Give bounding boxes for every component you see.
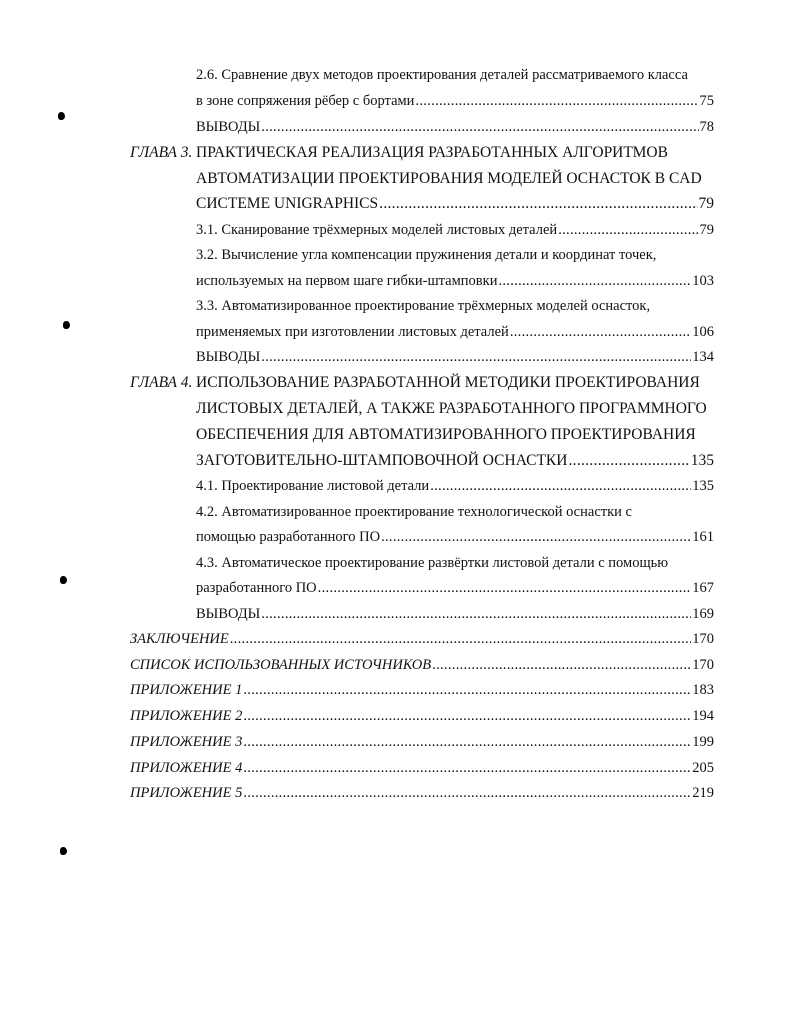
dot-leader: [243, 782, 691, 804]
toc-chapter-4-title-line2: ЛИСТОВЫХ ДЕТАЛЕЙ, А ТАКЖЕ РАЗРАБОТАННОГО ПРОГРАММНОГО: [196, 400, 707, 417]
toc-page-number: 135: [692, 478, 714, 494]
toc-section-4-1: [196, 475, 714, 497]
toc-entry-text: помощью разработанного ПО: [196, 529, 381, 545]
toc-entry-text: СИСТЕМЕ UNIGRAPHICS: [196, 195, 379, 212]
toc-section-4-3: [196, 577, 714, 599]
toc-ch3-conclusions: [196, 346, 714, 368]
toc-conclusion: [130, 628, 714, 650]
dot-leader: [558, 219, 698, 241]
toc-entry-text: ВЫВОДЫ: [196, 349, 261, 365]
toc-section-3-2: [196, 270, 714, 292]
dot-leader: [415, 90, 698, 112]
toc-entry-text: применяемых при изготовлении листовых деталей: [196, 324, 509, 340]
dot-leader: [432, 654, 691, 676]
toc-chapter-3: [196, 193, 714, 215]
toc-page-number: 169: [692, 606, 714, 622]
toc-appendix-5: [130, 782, 714, 804]
toc-page-number: 161: [692, 529, 714, 545]
toc-entry-text: разработанного ПО: [196, 580, 317, 596]
toc-appendix-4: [130, 757, 714, 779]
toc-entry-text: ВЫВОДЫ: [196, 119, 261, 135]
toc-page-number: 79: [698, 195, 714, 212]
binding-mark: [63, 321, 70, 329]
toc-section-3-1: [196, 219, 714, 241]
toc-appendix-3: [130, 731, 714, 753]
dot-leader: [261, 603, 691, 625]
toc-entry-text: СПИСОК ИСПОЛЬЗОВАННЫХ ИСТОЧНИКОВ: [130, 657, 432, 673]
toc-page-number: 183: [692, 682, 714, 698]
binding-mark: [60, 576, 67, 584]
toc-entry-text: ЗАГОТОВИТЕЛЬНО-ШТАМПОВОЧНОЙ ОСНАСТКИ: [196, 452, 568, 469]
dot-leader: [510, 321, 691, 343]
toc-section-3-2-line1: 3.2. Вычисление угла компенсации пружинения детали и координат точек,: [196, 247, 657, 263]
toc-entry-text: ПРИЛОЖЕНИЕ 5: [130, 785, 243, 801]
toc-chapter-4-label: ГЛАВА 4.: [130, 374, 193, 391]
toc-entry-text: ПРИЛОЖЕНИЕ 3: [130, 734, 243, 750]
dot-leader: [261, 346, 691, 368]
toc-page-number: 199: [692, 734, 714, 750]
dot-leader: [243, 679, 691, 701]
dot-leader: [243, 757, 691, 779]
dot-leader: [230, 628, 692, 650]
toc-section-4-2-line1: 4.2. Автоматизированное проектирование технологической оснастки с: [196, 504, 632, 520]
toc-page-number: 219: [692, 785, 714, 801]
toc-entry-text: ПРИЛОЖЕНИЕ 4: [130, 760, 243, 776]
toc-page-number: 78: [699, 119, 714, 135]
toc-entry-text: ВЫВОДЫ: [196, 606, 261, 622]
dot-leader: [243, 731, 691, 753]
toc-page-number: 170: [692, 657, 714, 673]
toc-ch2-conclusions: [196, 116, 714, 138]
toc-references: [130, 654, 714, 676]
toc-page-number: 106: [692, 324, 714, 340]
toc-section-4-3-line1: 4.3. Автоматическое проектирование развёртки листовой детали с помощью: [196, 555, 669, 571]
toc-entry-text: ЗАКЛЮЧЕНИЕ: [130, 631, 229, 647]
dot-leader: [243, 705, 691, 727]
toc-section-3-3: [196, 321, 714, 343]
toc-page-number: 134: [692, 349, 714, 365]
toc-page-number: 194: [692, 708, 714, 724]
dot-leader: [318, 577, 692, 599]
toc-page-number: 167: [692, 580, 714, 596]
toc-page-number: 135: [690, 452, 714, 469]
toc-page-number: 75: [699, 93, 714, 109]
binding-mark: [60, 847, 67, 855]
dot-leader: [568, 450, 689, 472]
binding-mark: [58, 112, 65, 120]
toc-chapter-4-title-line1: ИСПОЛЬЗОВАНИЕ РАЗРАБОТАННОЙ МЕТОДИКИ ПРОЕКТИРОВАНИЯ: [196, 374, 700, 391]
toc-section-3-3-line1: 3.3. Автоматизированное проектирование трёхмерных моделей оснасток,: [196, 298, 651, 314]
toc-page-number: 205: [692, 760, 714, 776]
toc-appendix-2: [130, 705, 714, 727]
dot-leader: [498, 270, 691, 292]
toc-section-2-6-line1: 2.6. Сравнение двух методов проектирования деталей рассматриваемого класса: [196, 67, 688, 83]
toc-section-2-6: [196, 90, 714, 112]
toc-entry-text: ПРИЛОЖЕНИЕ 2: [130, 708, 243, 724]
toc-chapter-4: [196, 450, 714, 472]
dot-leader: [381, 526, 691, 548]
dot-leader: [430, 475, 691, 497]
toc-section-4-2: [196, 526, 714, 548]
toc-page-number: 79: [699, 222, 714, 238]
toc-appendix-1: [130, 679, 714, 701]
toc-entry-text: ПРИЛОЖЕНИЕ 1: [130, 682, 243, 698]
toc-entry-text: 4.1. Проектирование листовой детали: [196, 478, 430, 494]
toc-chapter-4-title-line3: ОБЕСПЕЧЕНИЯ ДЛЯ АВТОМАТИЗИРОВАННОГО ПРОЕКТИРОВАНИЯ: [196, 426, 696, 443]
toc-page-number: 103: [692, 273, 714, 289]
toc-entry-text: в зоне сопряжения рёбер с бортами: [196, 93, 415, 109]
toc-chapter-3-title-line1: ПРАКТИЧЕСКАЯ РЕАЛИЗАЦИЯ РАЗРАБОТАННЫХ АЛГОРИТМОВ: [196, 144, 668, 161]
toc-ch4-conclusions: [196, 603, 714, 625]
toc-entry-text: используемых на первом шаге гибки-штамповки: [196, 273, 498, 289]
toc-entry-text: 3.1. Сканирование трёхмерных моделей листовых деталей: [196, 222, 558, 238]
toc-chapter-3-title-line2: АВТОМАТИЗАЦИИ ПРОЕКТИРОВАНИЯ МОДЕЛЕЙ ОСНАСТОК В CAD: [196, 170, 702, 187]
toc-page-number: 170: [692, 631, 714, 647]
dot-leader: [379, 193, 697, 215]
dot-leader: [261, 116, 698, 138]
toc-chapter-3-label: ГЛАВА 3.: [130, 144, 193, 161]
